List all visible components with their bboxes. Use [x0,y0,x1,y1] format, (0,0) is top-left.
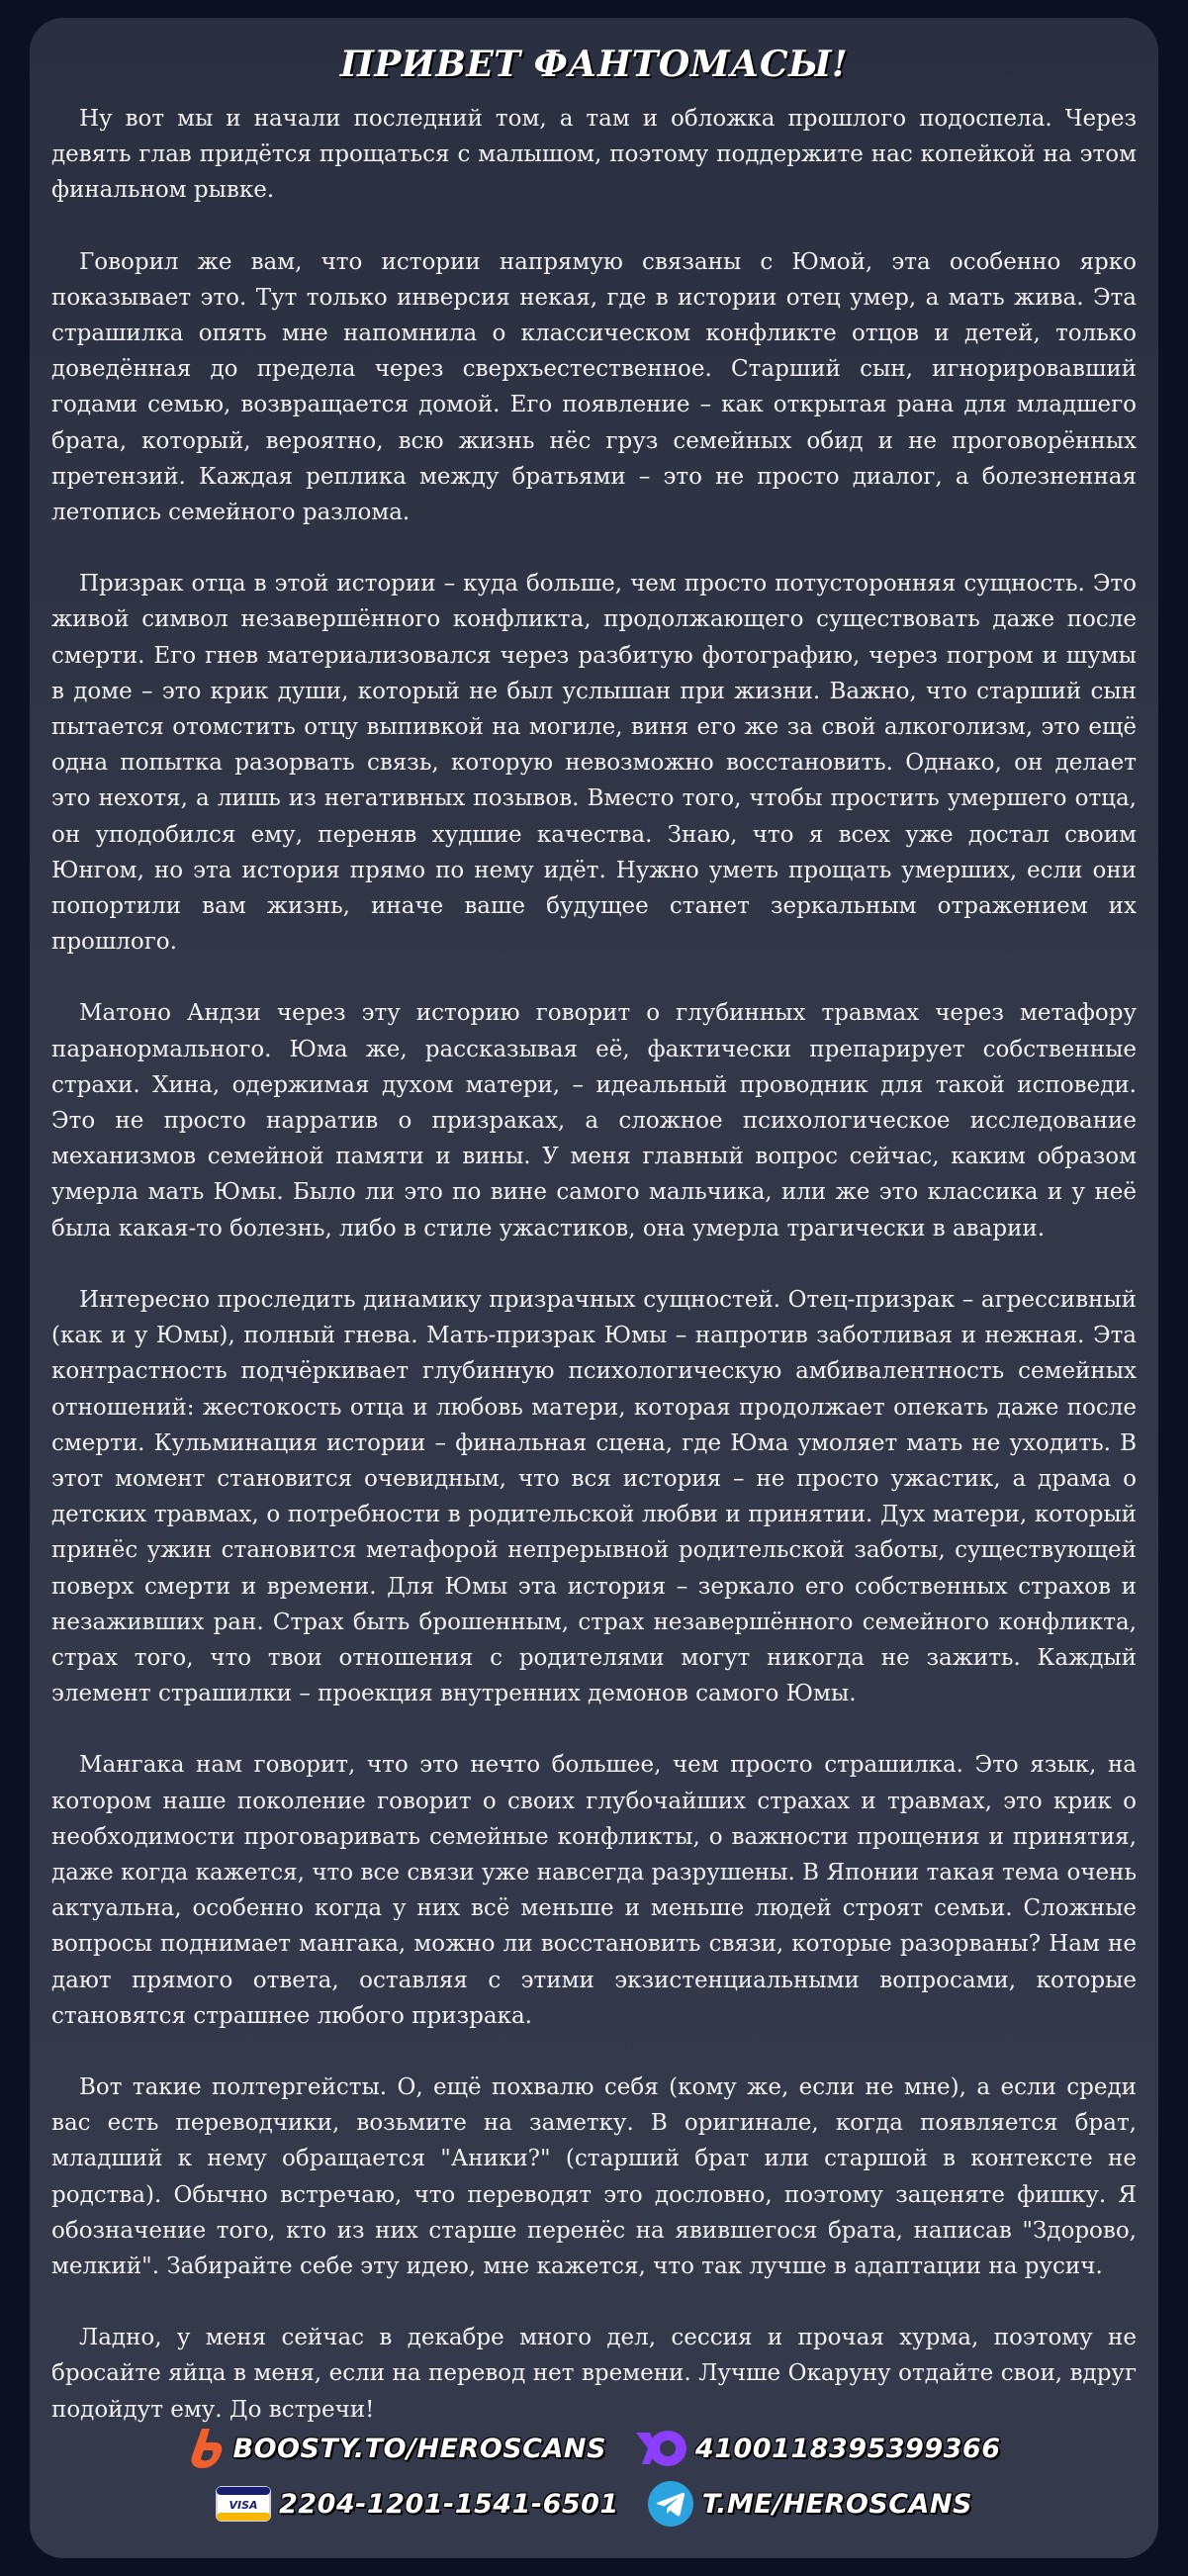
visa-label: VISA [228,2499,258,2512]
paragraph-matono: Матоно Андзи через эту историю говорит о глубинных травмах через метафору паранормального. Юма же, рассказывая её, фактически препарирует собственные страхи. Хина, одержимая духом матери, – идеальный проводник для такой исповеди. Это не просто нарратив о призраках, а сложное психологическое исследование механизмов семейной памяти и вины. У меня главный вопрос сейчас, каким образом умерла мать Юмы. Было ли это по вине самого мальчика, или же это классика и у неё была какая-то болезнь, либо в стиле ужастиков, она умерла трагически в аварии. [51,1000,1137,1242]
yoomoney-link[interactable] [634,2429,1001,2468]
paragraph-mangaka: Мангака нам говорит, что это нечто большее, чем просто страшилка. Это язык, на котором наше поколение говорит о своих глубочайших страхах и травмах, это крик о необходимости проговаривать семейные конфликты, о важности прощения и принятия, даже когда кажется, что все связи уже навсегда разрушены. В Японии такая тема очень актуальна, особенно когда у них всё меньше и меньше людей строят семьи. Сложные вопросы поднимает мангака, можно ли восстановить связи, которые разорваны? Нам не дают прямого ответа, оставляя с этими экзистенциальными вопросами, которые становятся страшнее любого призрака. [51,1752,1137,2029]
telegram-icon [647,2480,694,2528]
boosty-link[interactable] [188,2427,606,2470]
card-number[interactable] [216,2486,619,2522]
post-card [30,18,1158,2558]
footer-row-top [30,2424,1158,2473]
card-number-label: 2204-1201-1541-6501 [279,2488,619,2520]
boosty-label: BOOSTY.TO/HEROSCANS [232,2433,606,2464]
paragraph-father-ghost: Призрак отца в этой истории – куда больше, чем просто потусторонняя сущность. Это живой символ незавершённого конфликта, продолжающего существовать даже после смерти. Его гнев материализовался через разбитую фотографию, через погром и шумы в доме – это крик души, который не был услышан при жизни. Важно, что старший сын пытается отомстить отцу выпивкой на могиле, виня его же за свой алкоголизм, это ещё одна попытка разорвать связь, которую невозможно восстановить. Однако, он делает это нехотя, а лишь из негативных позывов. Вместо того, чтобы простить умершего отца, он уподобился ему, переняв худшие качества. Знаю, что я всех уже достал своим Юнгом, но эта история прямо по нему идёт. Нужно уметь прощать умерших, если они попортили вам жизнь, иначе ваше будущее станет зеркальным отражением их прошлого. [51,571,1137,956]
paragraph-poltergeists: Вот такие полтергейсты. О, ещё похвалю себя (кому же, если не мне), а если среди вас есть переводчики, возьмите на заметку. В оригинале, когда появляется брат, младший к нему обращается "Аники?" (старший брат или старшой в контексте не родства). Обычно встречаю, что переводят это дословно, поэтому заценяте фишку. Я обозначение того, кто из них старше перенёс на явившегося брата, написав "Здорово, мелкий". Забирайте себе эту идею, мне кажется, что так лучше в адаптации на русич. [51,2073,1137,2279]
telegram-label: T.ME/HEROSCANS [701,2488,972,2520]
paragraph-farewell: Ладно, у меня сейчас в декабре много дел, сессия и прочая хурма, поэтому не бросайте яйца в меня, если на перевод нет времени. Лучше Окаруну отдайте свои, вдруг подойдут ему. До встречи! [51,2325,1137,2423]
donation-footer [30,2424,1158,2534]
boosty-icon [188,2427,226,2470]
telegram-link[interactable] [647,2480,972,2528]
page-title: ПРИВЕТ ФАНТОМАСЫ! [339,44,849,85]
footer-row-bottom [30,2479,1158,2529]
paragraph-dynamics: Интересно проследить динамику призрачных сущностей. Отец-призрак – агрессивный (как и у Юмы), полный гнева. Мать-призрак Юмы – напротив заботливая и нежная. Эта контрастность подчёркивает глубинную психологическую амбивалентность семейных отношений: жестокость отца и любовь матери, которая продолжает опекать даже после смерти. Кульминация истории – финальная сцена, где Юма умоляет мать не уходить. В этот момент становится очевидным, что вся история – не просто ужастик, а драма о детских травмах, о потребности в родительской любви и принятии. Дух матери, который принёс ужин становится метафорой непрерывной родительской заботы, существующей поверх смерти и времени. Для Юмы эта история – зеркало его собственных страхов и незаживших ран. Страх быть брошенным, страх незавершённого семейного конфликта, страх того, что твои отношения с родителями могут никогда не зажить. Каждый элемент страшилки – проекция внутренних демонов самого Юмы. [51,1286,1137,1707]
paragraph-yuma: Говорил же вам, что истории напрямую связаны с Юмой, эта особенно ярко показывает это. Тут только инверсия некая, где в истории отец умер, а мать жива. Эта страшилка опять мне напомнила о классическом конфликте отцов и детей, только доведённая до предела через сверхъестественное. Старший сын, игнорировавший годами семью, возвращается домой. Его появление – как открытая рана для младшего брата, который, вероятно, всю жизнь нёс груз семейных обид и не проговорённых претензий. Каждая реплика между братьями – это не просто диалог, а болезненная летопись семейного разлома. [51,248,1137,526]
yoomoney-label: 4100118395399366 [694,2433,1001,2464]
yoomoney-icon [634,2429,687,2468]
paragraph-intro: Ну вот мы и начали последний том, а там и обложка прошлого подоспела. Через девять глав придётся прощаться с малышом, поэтому поддержите нас копейкой на этом финальном рывке. [51,106,1137,204]
visa-card-icon [216,2486,271,2522]
